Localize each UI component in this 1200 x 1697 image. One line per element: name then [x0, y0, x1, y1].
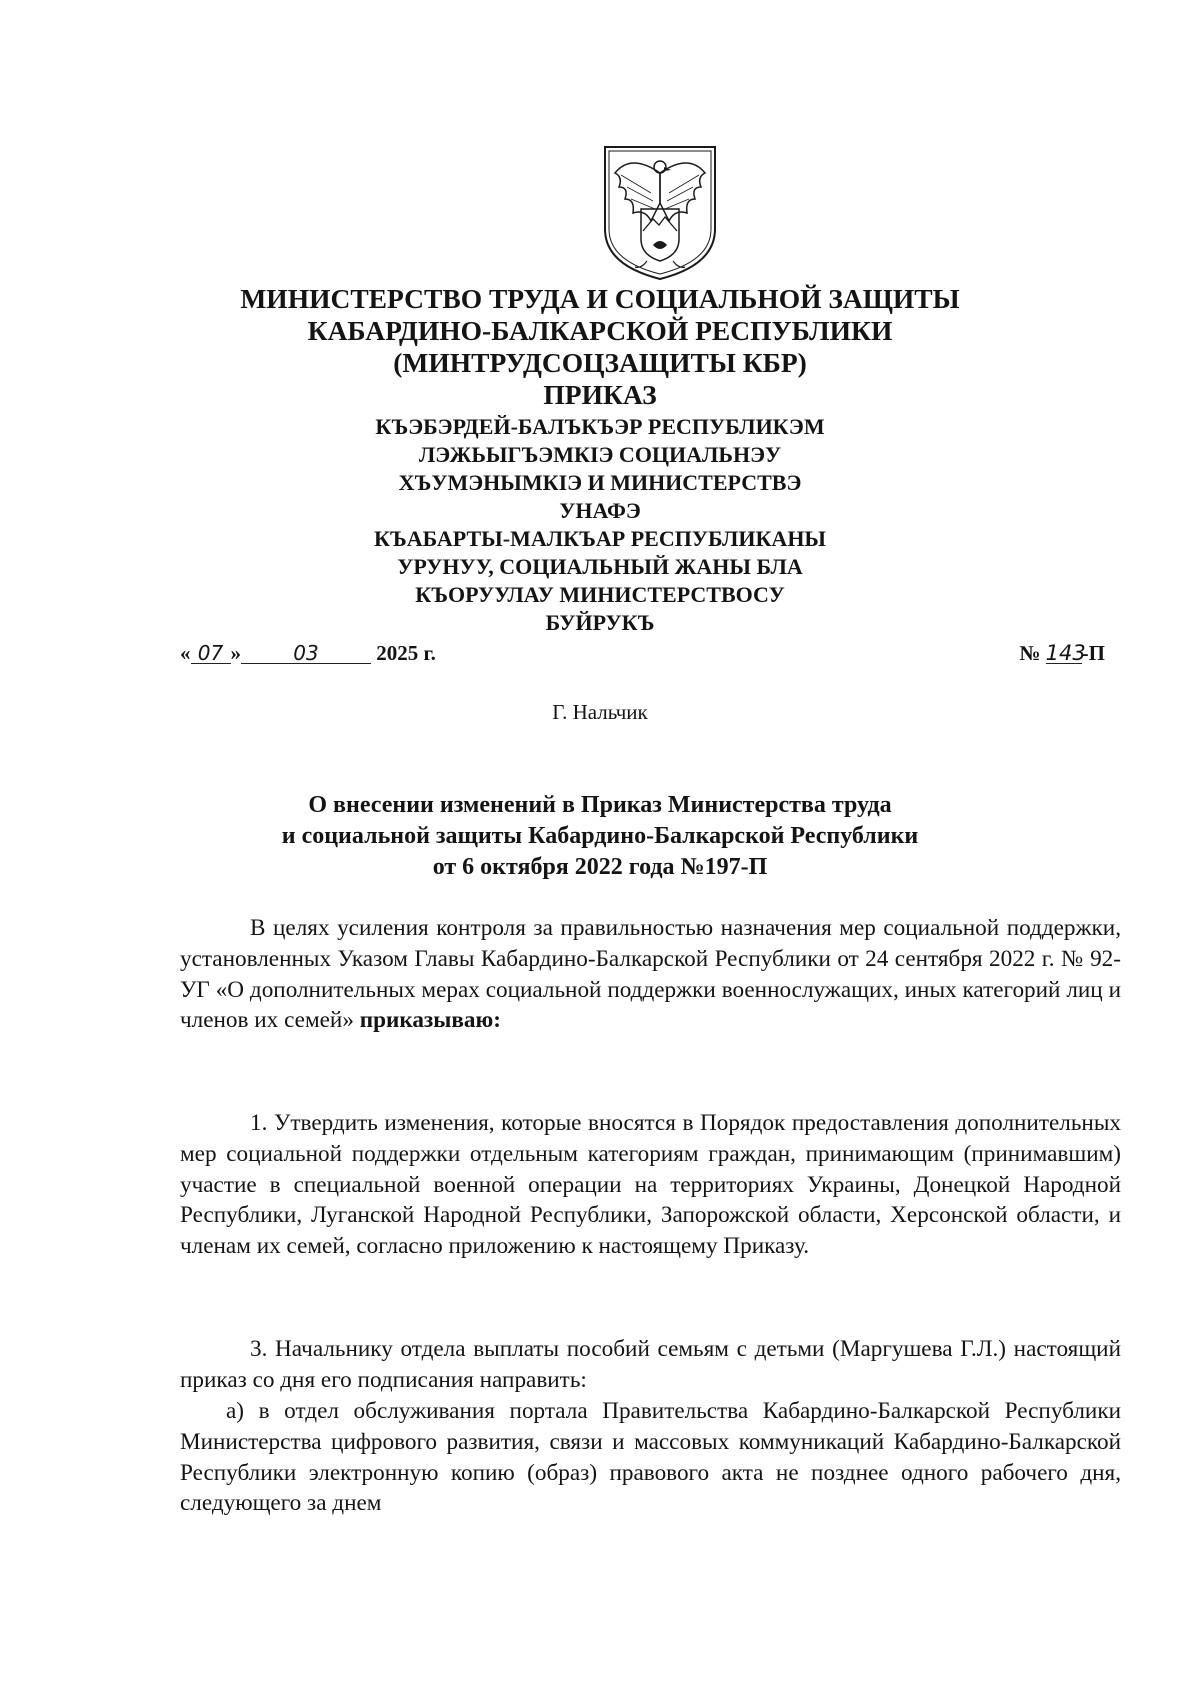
- ministry-header: [180, 283, 1020, 411]
- translation-header: [180, 413, 1020, 637]
- order-month: 03: [241, 643, 371, 664]
- title-line: О внесении изменений в Приказ Министерства труда: [308, 792, 892, 818]
- city: Г. Нальчик: [552, 700, 648, 724]
- order-number-value: 143: [1045, 641, 1086, 665]
- preamble-paragraph: [180, 913, 1121, 1036]
- coat-of-arms-icon: [601, 143, 719, 283]
- translation-line: КЪАБАРТЫ-МАЛКЪАР РЕСПУБЛИКАНЫ: [373, 526, 827, 551]
- title-line: от 6 октября 2022 года №197-П: [432, 854, 768, 880]
- item-3a-text: а) в отдел обслуживания портала Правительства Кабардино-Балкарской Республики Министерства цифрового развития, связи и массовых коммуникаций Кабардино-Балкарской Республики электронную копию (образ) правового акта не позднее одного рабочего дня, следующего за днем: [180, 1398, 1121, 1517]
- item-3-paragraph: [180, 1334, 1121, 1396]
- order-year: 2025 г.: [376, 641, 436, 665]
- order-number: № 143-П: [1019, 641, 1105, 665]
- order-date-number: [180, 641, 1120, 671]
- document-type: ПРИКАЗ: [543, 379, 657, 410]
- preamble-text: В целях усиления контроля за правильностью назначения мер социальной поддержки, установленных Указом Главы Кабардино-Балкарской Республики от 24 сентября 2022 г. № 92-УГ «О дополнительных мерах социальной поддержки военнослужащих, иных категорий лиц и членов их семей»: [180, 915, 1121, 1034]
- order-day: 07: [191, 643, 231, 664]
- ministry-line: (МИНТРУДСОЦЗАЩИТЫ КБР): [393, 347, 807, 378]
- preamble-resolution: приказываю:: [359, 1007, 501, 1034]
- document-title: [180, 790, 1020, 883]
- order-date: « 07 » 03 2025 г.: [180, 641, 436, 665]
- translation-line: БУЙРУКЪ: [545, 610, 655, 635]
- title-line: и социальной защиты Кабардино-Балкарской Республики: [281, 823, 919, 849]
- translation-line: КЪОРУУЛАУ МИНИСТЕРСТВОСУ: [415, 582, 785, 607]
- item-1-paragraph: [180, 1108, 1121, 1262]
- ministry-line: МИНИСТЕРСТВО ТРУДА И СОЦИАЛЬНОЙ ЗАЩИТЫ: [240, 283, 960, 314]
- translation-line: ЛЭЖЬЫГЪЭМКIЭ СОЦИАЛЬНЭУ: [418, 442, 782, 467]
- translation-line: КЪЭБЭРДЕЙ-БАЛЪКЪЭР РЕСПУБЛИКЭМ: [375, 414, 825, 439]
- translation-line: УНАФЭ: [559, 498, 641, 523]
- translation-line: ХЪУМЭНЫМКIЭ И МИНИСТЕРСТВЭ: [398, 470, 802, 495]
- ministry-line: КАБАРДИНО-БАЛКАРСКОЙ РЕСПУБЛИКИ: [307, 315, 893, 346]
- translation-line: УРУНУУ, СОЦИАЛЬНЫЙ ЖАНЫ БЛА: [397, 554, 803, 579]
- item-1-text: 1. Утвердить изменения, которые вносятся в Порядок предоставления дополнительных мер социальной поддержки отдельным категориям граждан, принимающим (принимавшим) участие в специальной военной операции на территориях Украины, Донецкой Народной Республики, Луганской Народной Республики, Запорожской области, Херсонской области, и членам их семей, согласно приложению к настоящему Приказу.: [180, 1110, 1121, 1260]
- item-3-text: 3. Начальнику отдела выплаты пособий семьям с детьми (Маргушева Г.Л.) настоящий приказ со дня его подписания направить:: [180, 1336, 1121, 1393]
- item-3a-paragraph: [180, 1396, 1121, 1519]
